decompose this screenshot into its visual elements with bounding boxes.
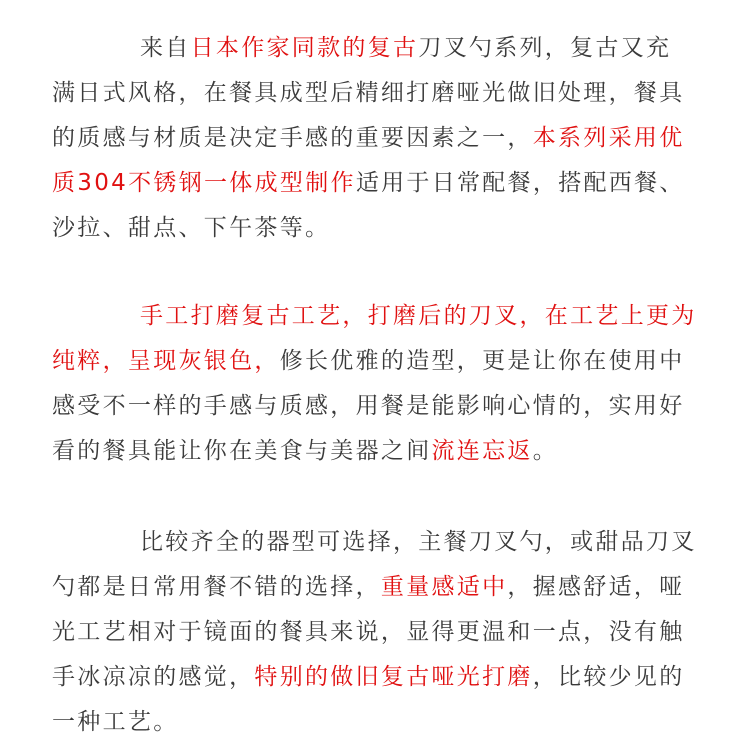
text-run: 一种工艺。 bbox=[52, 709, 179, 735]
text-line bbox=[52, 700, 712, 745]
text-run: 的质感与材质是决定手感的重要因素之一， bbox=[52, 125, 533, 151]
text-line bbox=[52, 71, 712, 116]
text-line bbox=[52, 294, 712, 339]
text-run: 沙拉、甜点、下午茶等。 bbox=[52, 215, 331, 241]
text-run: 看的餐具能让你在美食与美器之间 bbox=[52, 438, 432, 464]
paragraph-intro bbox=[52, 26, 712, 251]
text-run: 手冰凉凉的感觉， bbox=[52, 664, 255, 690]
highlight-text: 重量感适中 bbox=[380, 574, 508, 600]
text-run: 比较齐全的器型可选择，主餐刀叉勺，或甜品刀叉 bbox=[140, 529, 697, 555]
highlight-text: 特别的做旧复古哑光打磨 bbox=[254, 664, 533, 690]
text-line bbox=[52, 429, 712, 474]
text-run: 感受不一样的手感与质感，用餐是能影响心情的，实用好 bbox=[52, 393, 685, 419]
highlight-text: 本系列采用优 bbox=[532, 125, 685, 151]
text-run: ，握感舒适，哑 bbox=[507, 574, 685, 600]
text-line bbox=[52, 610, 712, 655]
highlight-text: 质304不锈钢一体成型制作 bbox=[52, 170, 356, 196]
text-run: 。 bbox=[532, 438, 559, 464]
text-line bbox=[52, 206, 712, 251]
text-run: 刀叉勺系列，复古又充 bbox=[418, 35, 672, 61]
text-run: 光工艺相对于镜面的餐具来说，显得更温和一点，没有触 bbox=[52, 619, 685, 645]
text-line bbox=[52, 161, 712, 206]
text-run: 满日式风格，在餐具成型后精细打磨哑光做旧处理，餐具 bbox=[52, 80, 685, 106]
text-run: 来自 bbox=[140, 35, 191, 61]
highlight-text: 纯粹，呈现灰银色， bbox=[52, 348, 280, 374]
text-line bbox=[52, 384, 712, 429]
text-line bbox=[52, 520, 712, 565]
text-line bbox=[52, 655, 712, 700]
highlight-text: 手工打磨复古工艺，打磨后的刀叉，在工艺上更为 bbox=[140, 303, 697, 329]
text-run: ，比较少见的 bbox=[532, 664, 685, 690]
text-run: 勺都是日常用餐不错的选择， bbox=[52, 574, 381, 600]
text-line bbox=[52, 116, 712, 161]
text-line bbox=[52, 565, 712, 610]
highlight-text: 流连忘返 bbox=[431, 438, 533, 464]
text-line bbox=[52, 339, 712, 384]
text-line bbox=[52, 26, 712, 71]
paragraph-options bbox=[52, 520, 712, 745]
text-run: 修长优雅的造型，更是让你在使用中 bbox=[279, 348, 685, 374]
paragraph-craft bbox=[52, 294, 712, 474]
text-run: 适用于日常配餐，搭配西餐、 bbox=[355, 170, 685, 196]
highlight-text: 日本作家同款的复古 bbox=[190, 35, 419, 61]
